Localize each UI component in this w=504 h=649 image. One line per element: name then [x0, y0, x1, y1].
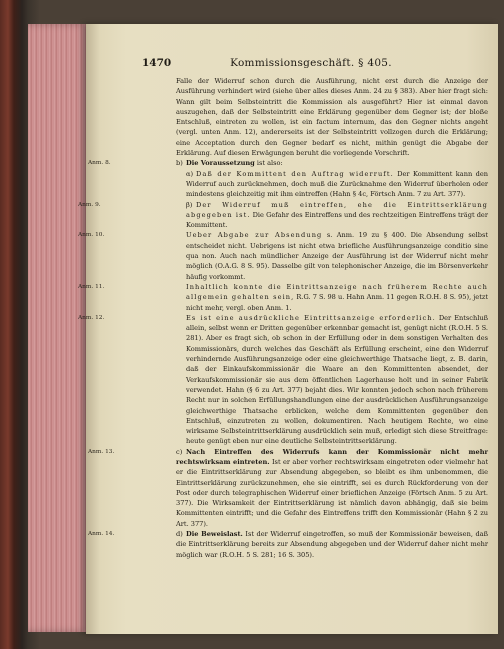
margin-note: Anm. 14.	[88, 531, 115, 538]
item-label: α)	[186, 169, 194, 178]
page-header	[142, 56, 480, 70]
item-label: b)	[176, 159, 183, 168]
paragraph	[88, 529, 489, 560]
paragraph-lead: Die Beweislast.	[186, 530, 243, 539]
margin-note: Anm. 10.	[78, 232, 105, 239]
paragraph-lead: Inhaltlich konnte die Eintrittsanzeige nach früherem Rechte auch allgemein gehalten sein,	[186, 282, 488, 302]
margin-note: Anm. 11.	[78, 283, 105, 290]
paragraph-body: Ist der Widerruf eingetroffen, so muß der Kommissionär beweisen, daß die Eintrittserklärung bereits zur Absendung abgegeben und der Widerruf daher nicht mehr möglich war (R.O.H. 5 S. 281; 16 S. 305).	[176, 530, 489, 559]
paragraph-body: Die Gefahr des Eintreffens und des rechtzeitigen Eintreffens trägt der Kommittent.	[186, 210, 488, 230]
paragraph-lead: Nach Eintreffen des Widerrufs kann der Kommissionär nicht mehr rechtswirksam eintreten.	[176, 447, 488, 466]
paragraph-text	[186, 313, 488, 447]
paragraph-text	[186, 169, 488, 200]
margin-note: Anm. 8.	[88, 160, 111, 167]
paragraph-lead: Der Widerruf muß eintreffen, ehe die Eintrittserklärung abgegeben ist.	[186, 200, 488, 219]
paragraph	[176, 76, 488, 158]
page-edges	[28, 24, 90, 632]
paragraph-text	[176, 158, 488, 168]
running-title: Kommissionsgeschäft. § 405.	[230, 57, 392, 69]
paragraph-body: Der Entschluß allein, selbst wenn er Dritten gegenüber erkennbar gemacht ist, genügt nicht (R.O.H. 5 S. 281). Aber es fragt sich, ob schon in der Erfüllung oder in dem sonstigen Verhalten des Kommissionärs, durch welches das Geschäft als Erfüllung erscheint, eine den Widerruf verhindernde Ausführungsanzeige oder eine gleichwerthige Thatsache liegt, z. B. darin, daß der Einkaufskommissionär die Waare an den Kommittenten absendet, der Verkaufskommissionär sie aus dem öffentlichen Lagerhause holt und in seiner Fabrik verwendet. Hahn (§ 6 zu Art. 377) bejaht dies. Wir konnten jedoch schon nach früherem Recht nur in solchen Erfüllungshandlungen eine der ausdrücklichen Ausführungsanzeige gleichwerthige Thatsache erblicken, welche dem Kommittenten gegenüber den Entschluß, einzutreten zu wollen, dokumentiren. Nach heutigem Rechte, wo eine wirksame Selbsteintrittserklärung ausdrücklich sein muß, erledigt sich diese Streitfrage: heute genügt eben nur eine deutliche Selbsteintrittserklärung.	[186, 313, 489, 446]
paragraph-lead: Die Voraussetzung	[186, 159, 255, 168]
paragraph-body: s. Anm. 19 zu § 400. Die Absendung selbst entscheidet nicht. Uebrigens ist nicht etwa briefliche Ausführungsanzeige conditio sine qua non. Auch nach mündlicher Anzeige der Ausführung ist der Widerruf nicht mehr möglich (O.A.G. 8 S. 95). Dasselbe gilt von telephonischer Anzeige, die im Börsenverkehr häufig vorkommt.	[186, 231, 489, 281]
item-label: β)	[186, 200, 193, 209]
paragraph-text	[186, 282, 488, 313]
paragraph-body: Ist er aber vorher rechtswirksam eingetreten oder vielmehr hat er die Eintrittserklärung zur Absendung abgegeben, so bleibt es ihm unbenommen, die Eintrittserklärung zurückzunehmen, ehe sie eintrifft, sei es durch Rückforderung von der Post oder durch telegraphischen Widerruf einer brieflichen Anzeige (Förtsch Anm. 5 zu Art. 377). Die Wirksamkeit der Eintrittserklärung ist nämlich davon abhängig, daß sie beim Kommittenten eintrifft; und die Gefahr des Eintreffens trifft den Kommissionär (Hahn § 2 zu Art. 377).	[176, 457, 488, 528]
paragraph	[78, 313, 489, 447]
paragraph-body: R.G. 7 S. 98 u. Hahn Anm. 11 gegen R.O.H. 8 S. 95), jetzt nicht mehr, vergl. oben Anm. 1.	[186, 293, 488, 312]
paragraph-body: ist also:	[254, 159, 283, 168]
paragraph-text	[176, 76, 488, 158]
item-label: d)	[176, 530, 183, 539]
paragraph	[88, 447, 488, 529]
paragraph-text	[186, 230, 488, 281]
margin-note: Anm. 13.	[88, 448, 115, 455]
paragraph	[78, 282, 488, 313]
paragraph-lead: Ueber Abgabe zur Absendung	[186, 231, 323, 240]
paragraph-body: Der Kommittent kann den Widerruf auch zurücknehmen, doch muß die Zurücknahme den Widerruf überholen oder mindestens gleichzeitig mit ihm eintreffen (Hahn § 4c, Förtsch Anm. 7 zu Art. 377).	[186, 169, 488, 199]
paragraph-lead: Es ist eine ausdrückliche Eintrittsanzeige erforderlich.	[186, 313, 436, 322]
paragraph-text	[186, 200, 488, 231]
paragraph	[176, 169, 488, 200]
document-page	[78, 24, 498, 634]
paragraph-text	[176, 529, 488, 560]
paragraph	[78, 200, 488, 231]
paragraph	[88, 158, 488, 168]
item-label: c)	[176, 447, 183, 456]
paragraph-lead: Daß der Kommittent den Auftrag widerruft.	[196, 169, 394, 178]
margin-note: Anm. 9.	[78, 201, 101, 208]
body-text	[78, 76, 489, 560]
paragraph	[78, 230, 489, 281]
margin-note: Anm. 12.	[78, 314, 105, 321]
paragraph-body: Falle der Widerruf schon durch die Ausführung, nicht erst durch die Anzeige der Ausführung verhindert wird (siehe über alles dieses Anm. 24 zu § 383). Aber hier fragt sich: Wann gilt beim Selbsteintritt die Kommission als ausgeführt? Hier ist einmal davon auszugehen, daß der Selbsteintritt eine Erklärung gegenüber dem Gegner ist; der bloße Entschluß, eintreten zu wollen, ist ein factum internum, das den Gegner nichts angeht (vergl. unten Anm. 12), andererseits ist der Selbsteintritt vollzogen durch die Erklärung; eine Acceptation durch den Gegner bedarf es nicht, mithin genügt die Abgabe der Erklärung. Auf diesen Erwägungen beruht die vorliegende Vorschrift.	[176, 77, 488, 158]
paragraph-text	[176, 447, 488, 529]
page-number: 1470	[142, 57, 172, 69]
